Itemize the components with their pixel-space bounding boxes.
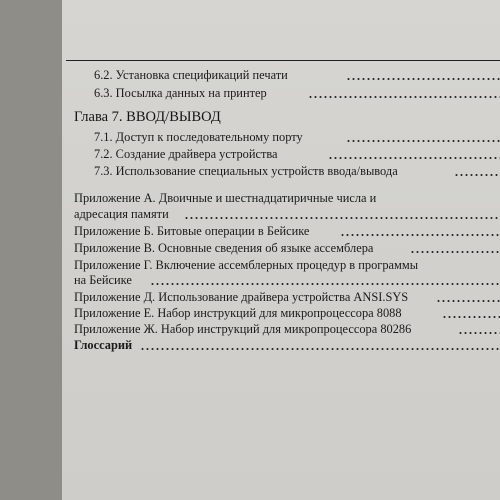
toc-entry-label: 7.3. Использование специальных устройств ввода/вывода bbox=[94, 164, 398, 178]
toc-entry-label: 6.3. Посылка данных на принтер bbox=[94, 86, 267, 100]
toc-entry-appendix-v bbox=[74, 241, 500, 255]
toc-entry-appendix-b bbox=[74, 224, 500, 238]
leader-dots bbox=[184, 207, 500, 221]
toc-entry-label: 6.2. Установка спецификаций печати bbox=[94, 68, 288, 82]
leader-dots bbox=[346, 68, 500, 82]
chapter-heading: Глава 7. ВВОД/ВЫВОД bbox=[74, 109, 221, 125]
toc-entry-label: Глоссарий bbox=[74, 338, 133, 352]
header-rule bbox=[66, 60, 500, 61]
toc-entry-label: Приложение Д. Использование драйвера устройства ANSI.SYS bbox=[74, 290, 409, 304]
toc-entry-appendix-a bbox=[74, 207, 500, 221]
toc-entry-label: адресация памяти bbox=[74, 207, 169, 221]
toc-entry-label: Приложение Б. Битовые операции в Бейсике bbox=[74, 224, 310, 238]
book-page bbox=[62, 0, 500, 500]
toc-entry-7-1 bbox=[94, 130, 500, 144]
toc-entry-7-2 bbox=[94, 147, 500, 161]
leader-dots bbox=[458, 322, 500, 336]
toc-entry-label: Приложение Ж. Набор инструкций для микропроцессора 80286 bbox=[74, 322, 412, 336]
leader-dots bbox=[442, 306, 500, 320]
toc-entry-appendix-e bbox=[74, 306, 500, 320]
leader-dots bbox=[340, 224, 500, 238]
toc-entry-glossary bbox=[74, 338, 500, 352]
toc-entry-label: Приложение В. Основные сведения об языке ассемблера bbox=[74, 241, 374, 255]
toc-entry-label: на Бейсике bbox=[74, 273, 132, 287]
leader-dots bbox=[410, 241, 500, 255]
toc-entry-label: Приложение Е. Набор инструкций для микропроцессора 8088 bbox=[74, 306, 402, 320]
leader-dots bbox=[454, 164, 500, 178]
leader-dots bbox=[140, 338, 500, 352]
toc-entry-appendix-g-line1: Приложение Г. Включение ассемблерных процедур в программы bbox=[74, 258, 419, 272]
leader-dots bbox=[150, 273, 500, 287]
leader-dots bbox=[328, 147, 500, 161]
toc-entry-appendix-zh bbox=[74, 322, 500, 336]
toc-entry-appendix-d bbox=[74, 290, 500, 304]
toc-entry-appendix-g bbox=[74, 273, 500, 287]
toc-entry-6-2 bbox=[94, 68, 500, 82]
toc-entry-7-3 bbox=[94, 164, 500, 178]
leader-dots bbox=[346, 130, 500, 144]
toc-entry-label: 7.2. Создание драйвера устройства bbox=[94, 147, 278, 161]
toc-entry-label: 7.1. Доступ к последовательному порту bbox=[94, 130, 303, 144]
toc-entry-appendix-a-line1: Приложение А. Двоичные и шестнадцатиричные числа и bbox=[74, 191, 377, 205]
toc-entry-6-3 bbox=[94, 86, 500, 100]
leader-dots bbox=[308, 86, 500, 100]
leader-dots bbox=[436, 290, 500, 304]
